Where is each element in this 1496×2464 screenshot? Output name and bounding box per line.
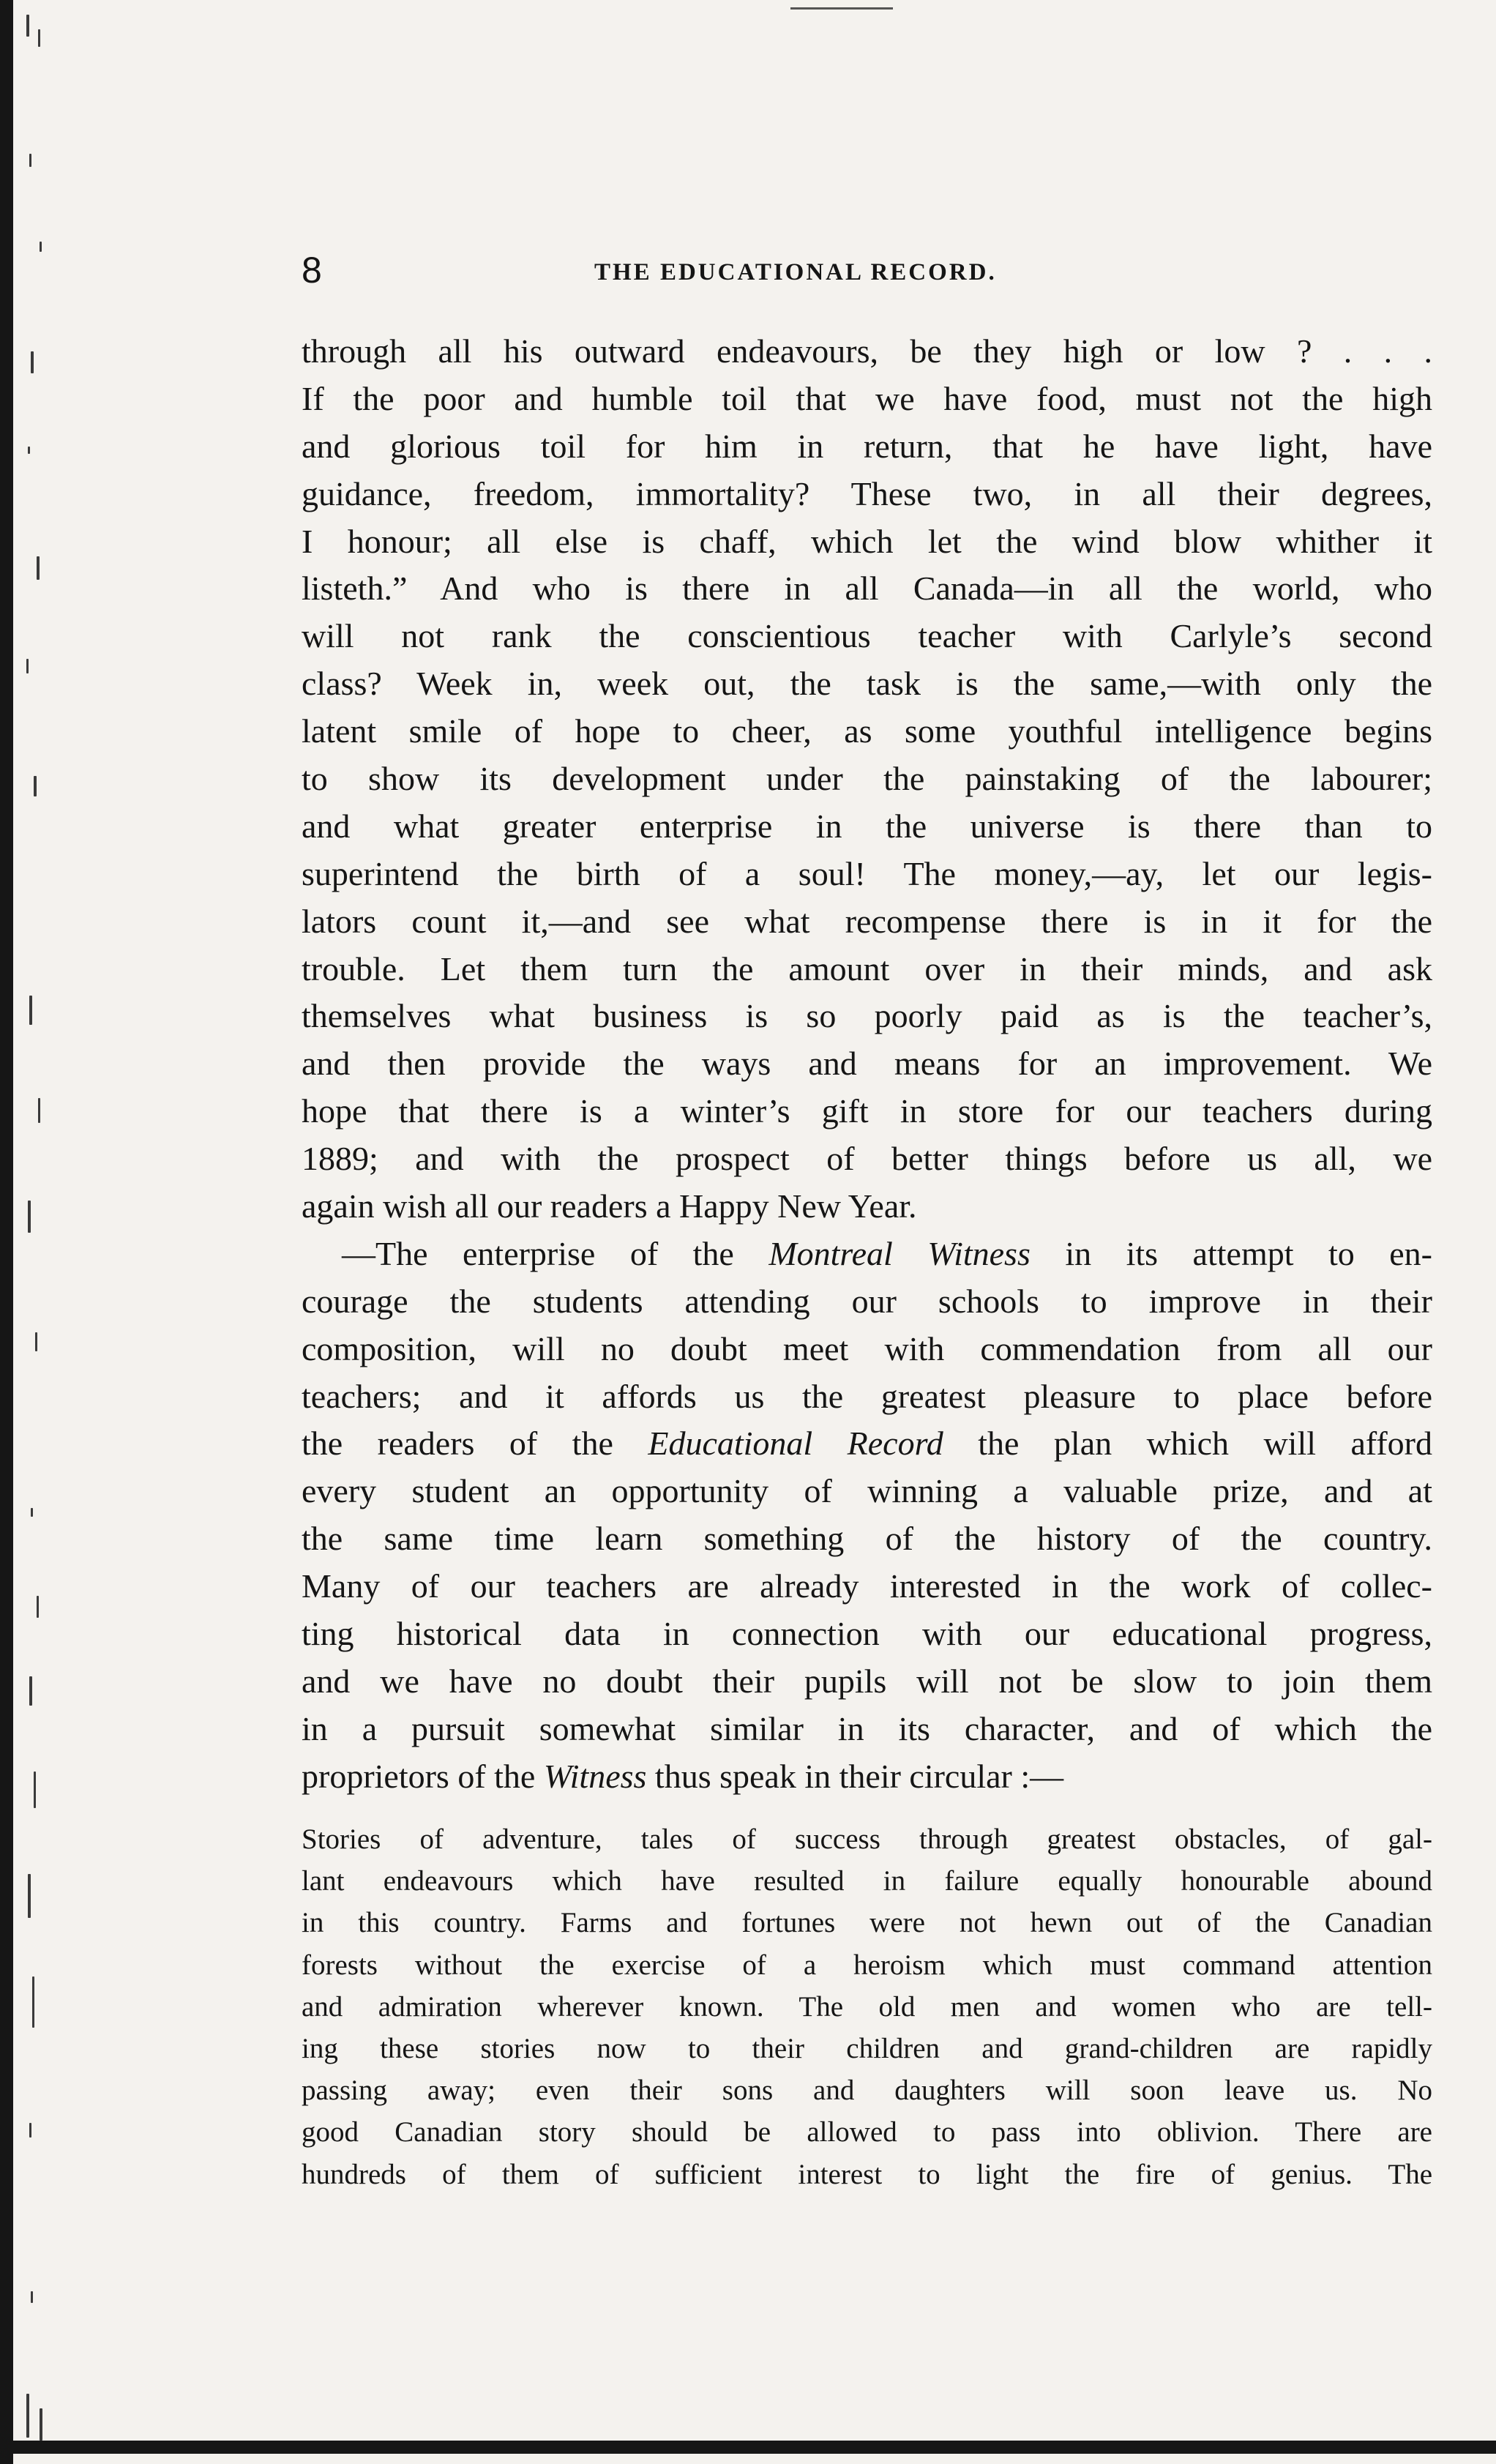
text-run: proprietors of the	[302, 1757, 544, 1795]
text-line: hope that there is a winter’s gift in store for our teachers during	[302, 1092, 1432, 1130]
text-line: lators count it,—and see what recompense there is in it for the	[302, 902, 1432, 940]
page-number: 8	[302, 250, 322, 291]
text-run: the plan which will afford	[943, 1425, 1432, 1463]
italic-title: Montreal Witness	[768, 1234, 1031, 1272]
scan-mark	[790, 7, 893, 10]
text-line: in a pursuit somewhat similar in its character, and of which the	[302, 1709, 1432, 1747]
text-line	[302, 1753, 1432, 1801]
quote-line: good Canadian story should be allowed to pass into oblivion. There are	[302, 2116, 1432, 2148]
text-run: —The enterprise of the	[342, 1234, 769, 1272]
text-line: courage the students attending our schools to improve in their	[302, 1282, 1432, 1320]
paragraph-start-line	[302, 1231, 1432, 1278]
text-line: will not rank the conscientious teacher with Carlyle’s second	[302, 617, 1432, 655]
text-line: If the poor and humble toil that we have food, must not the high	[302, 379, 1432, 417]
quote-line: passing away; even their sons and daughters will soon leave us. No	[302, 2075, 1432, 2107]
text-line: every student an opportunity of winning a valuable prize, and at	[302, 1472, 1432, 1510]
quote-line: in this country. Farms and fortunes were not hewn out of the Canadian	[302, 1907, 1432, 1939]
body-text	[302, 328, 1432, 1801]
text-line: and then provide the ways and means for an improvement. We	[302, 1045, 1432, 1083]
text-line: guidance, freedom, immortality? These two, in all their degrees,	[302, 474, 1432, 512]
text-line: latent smile of hope to cheer, as some youthful intelligence begins	[302, 712, 1432, 750]
quoted-circular	[302, 1818, 1432, 2195]
text-line: again wish all our readers a Happy New Year.	[302, 1187, 917, 1225]
quote-line: lant endeavours which have resulted in failure equally honourable abound	[302, 1865, 1432, 1897]
running-title: THE EDUCATIONAL RECORD.	[594, 259, 997, 285]
text-run: the readers of the	[302, 1425, 648, 1463]
text-line: Many of our teachers are already interested in the work of collec-	[302, 1567, 1432, 1605]
bottom-scan-edge	[0, 2441, 1496, 2454]
text-line	[302, 1420, 1432, 1468]
text-run: in its attempt to en-	[1030, 1234, 1432, 1272]
text-line: superintend the birth of a soul! The money,—ay, let our legis-	[302, 854, 1432, 892]
text-line: and we have no doubt their pupils will not be slow to join them	[302, 1662, 1432, 1700]
text-line: and what greater enterprise in the universe is there than to	[302, 807, 1432, 845]
text-line: themselves what business is so poorly paid as is the teacher’s,	[302, 997, 1432, 1035]
italic-title: Witness	[543, 1757, 647, 1795]
italic-title: Educational Record	[648, 1425, 943, 1463]
quote-line: ing these stories now to their children and grand-children are rapidly	[302, 2032, 1432, 2064]
text-line: through all his outward endeavours, be they high or low ? . . .	[302, 332, 1432, 370]
text-line: trouble. Let them turn the amount over in their minds, and ask	[302, 949, 1432, 988]
text-line: class? Week in, week out, the task is the same,—with only the	[302, 665, 1432, 703]
text-line: ting historical data in connection with our educational progress,	[302, 1615, 1432, 1653]
text-line: the same time learn something of the history of the country.	[302, 1520, 1432, 1558]
quote-line: and admiration wherever known. The old men and women who are tell-	[302, 1990, 1432, 2023]
text-line: I honour; all else is chaff, which let the wind blow whither it	[302, 522, 1432, 560]
text-line: teachers; and it affords us the greatest pleasure to place before	[302, 1377, 1432, 1415]
text-line: and glorious toil for him in return, that he have light, have	[302, 427, 1432, 465]
text-line: to show its development under the painstaking of the labourer;	[302, 760, 1432, 798]
text-line: 1889; and with the prospect of better things before us all, we	[302, 1140, 1432, 1178]
binding-edge	[0, 0, 13, 2464]
page-header	[302, 249, 1429, 293]
quote-line: hundreds of them of sufficient interest to light the fire of genius. The	[302, 2158, 1432, 2190]
text-run: thus speak in their circular :—	[646, 1757, 1064, 1795]
quote-line: forests without the exercise of a heroism which must command attention	[302, 1949, 1432, 1981]
gutter-speckles	[22, 0, 51, 2464]
quote-line: Stories of adventure, tales of success through greatest obstacles, of gal-	[302, 1823, 1432, 1855]
text-line: composition, will no doubt meet with commendation from all our	[302, 1329, 1432, 1367]
text-line: listeth.” And who is there in all Canada—in all the world, who	[302, 570, 1432, 608]
